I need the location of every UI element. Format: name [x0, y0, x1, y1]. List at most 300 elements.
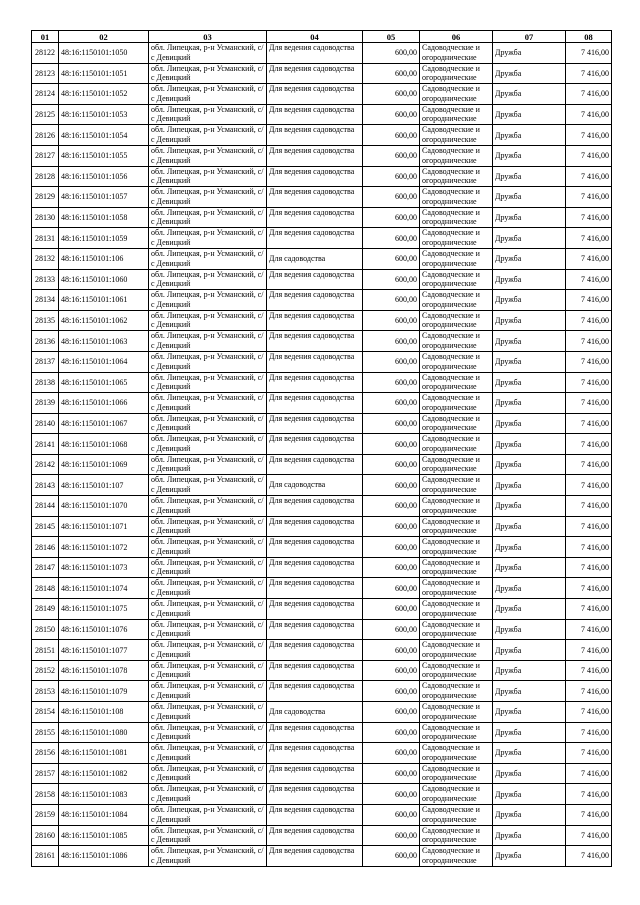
cadastral-value-cell: 7 416,00 [566, 104, 612, 125]
cadastral-value-cell: 7 416,00 [566, 599, 612, 620]
organization-cell: Дружба [493, 351, 566, 372]
organization-cell: Дружба [493, 331, 566, 352]
area-cell: 600,00 [363, 763, 420, 784]
table-row [32, 475, 612, 496]
address-cell: обл. Липецкая, р-н Усманский, с/с Девицкий [149, 84, 267, 105]
cadastral-number-cell: 48:16:1150101:1050 [59, 43, 149, 64]
address-cell: обл. Липецкая, р-н Усманский, с/с Девицкий [149, 413, 267, 434]
organization-cell: Дружба [493, 187, 566, 208]
row-number-cell: 28127 [32, 145, 59, 166]
land-category-cell: Садоводческие и огороднические [420, 166, 493, 187]
organization-cell: Дружба [493, 207, 566, 228]
cadastral-value-cell: 7 416,00 [566, 393, 612, 414]
address-cell: обл. Липецкая, р-н Усманский, с/с Девицкий [149, 537, 267, 558]
area-cell: 600,00 [363, 702, 420, 723]
cadastral-value-cell: 7 416,00 [566, 351, 612, 372]
area-cell: 600,00 [363, 207, 420, 228]
area-cell: 600,00 [363, 722, 420, 743]
address-cell: обл. Липецкая, р-н Усманский, с/с Девицкий [149, 351, 267, 372]
address-cell: обл. Липецкая, р-н Усманский, с/с Девицкий [149, 784, 267, 805]
row-number-cell: 28158 [32, 784, 59, 805]
cadastral-number-cell: 48:16:1150101:1065 [59, 372, 149, 393]
table-row [32, 351, 612, 372]
table-row [32, 290, 612, 311]
header-cell: 05 [363, 31, 420, 43]
area-cell: 600,00 [363, 63, 420, 84]
table-row [32, 825, 612, 846]
row-number-cell: 28155 [32, 722, 59, 743]
area-cell: 600,00 [363, 228, 420, 249]
organization-cell: Дружба [493, 660, 566, 681]
cadastral-value-cell: 7 416,00 [566, 475, 612, 496]
address-cell: обл. Липецкая, р-н Усманский, с/с Девицкий [149, 207, 267, 228]
table-row [32, 537, 612, 558]
permitted-use-cell: Для ведения садоводства [267, 310, 363, 331]
permitted-use-text: Для садоводства [269, 707, 326, 716]
table-row [32, 125, 612, 146]
cadastral-value-cell: 7 416,00 [566, 310, 612, 331]
cadastral-number-cell: 48:16:1150101:1053 [59, 104, 149, 125]
table-row [32, 372, 612, 393]
organization-cell: Дружба [493, 104, 566, 125]
row-number-cell: 28134 [32, 290, 59, 311]
cadastral-value-cell: 7 416,00 [566, 63, 612, 84]
address-cell: обл. Липецкая, р-н Усманский, с/с Девицкий [149, 63, 267, 84]
cadastral-value-cell: 7 416,00 [566, 228, 612, 249]
cadastral-number-cell: 48:16:1150101:1076 [59, 619, 149, 640]
land-category-cell: Садоводческие и огороднические [420, 825, 493, 846]
table-row [32, 434, 612, 455]
organization-cell: Дружба [493, 722, 566, 743]
permitted-use-cell: Для ведения садоводства [267, 763, 363, 784]
address-cell: обл. Липецкая, р-н Усманский, с/с Девицкий [149, 393, 267, 414]
permitted-use-cell: Для ведения садоводства [267, 43, 363, 64]
row-number-cell: 28161 [32, 846, 59, 867]
permitted-use-cell: Для ведения садоводства [267, 722, 363, 743]
table-row [32, 743, 612, 764]
permitted-use-cell: Для ведения садоводства [267, 681, 363, 702]
organization-cell: Дружба [493, 84, 566, 105]
permitted-use-cell: Для ведения садоводства [267, 619, 363, 640]
land-category-cell: Садоводческие и огороднические [420, 496, 493, 517]
table-row [32, 393, 612, 414]
row-number-cell: 28137 [32, 351, 59, 372]
row-number-cell: 28151 [32, 640, 59, 661]
organization-cell: Дружба [493, 125, 566, 146]
permitted-use-cell [267, 702, 363, 723]
organization-cell: Дружба [493, 763, 566, 784]
address-cell: обл. Липецкая, р-н Усманский, с/с Девицкий [149, 434, 267, 455]
table-row [32, 145, 612, 166]
land-category-cell: Садоводческие и огороднические [420, 125, 493, 146]
row-number-cell: 28131 [32, 228, 59, 249]
table-row [32, 228, 612, 249]
cadastral-value-cell: 7 416,00 [566, 619, 612, 640]
address-cell: обл. Липецкая, р-н Усманский, с/с Девицкий [149, 145, 267, 166]
table-row [32, 599, 612, 620]
table-row [32, 43, 612, 64]
address-cell: обл. Липецкая, р-н Усманский, с/с Девицкий [149, 681, 267, 702]
row-number-cell: 28159 [32, 804, 59, 825]
cadastral-number-cell: 48:16:1150101:1070 [59, 496, 149, 517]
organization-cell: Дружба [493, 145, 566, 166]
cadastral-value-cell: 7 416,00 [566, 145, 612, 166]
row-number-cell: 28135 [32, 310, 59, 331]
cadastral-value-cell: 7 416,00 [566, 722, 612, 743]
cadastral-number-cell: 48:16:1150101:1074 [59, 578, 149, 599]
land-category-cell: Садоводческие и огороднические [420, 660, 493, 681]
cadastral-number-cell: 48:16:1150101:107 [59, 475, 149, 496]
cadastral-value-cell: 7 416,00 [566, 743, 612, 764]
land-category-cell: Садоводческие и огороднические [420, 413, 493, 434]
address-cell: обл. Липецкая, р-н Усманский, с/с Девицкий [149, 722, 267, 743]
cadastral-number-cell: 48:16:1150101:1069 [59, 454, 149, 475]
organization-cell: Дружба [493, 228, 566, 249]
cadastral-number-cell: 48:16:1150101:1085 [59, 825, 149, 846]
address-cell: обл. Липецкая, р-н Усманский, с/с Девицкий [149, 454, 267, 475]
organization-cell: Дружба [493, 393, 566, 414]
header-cell: 01 [32, 31, 59, 43]
organization-cell: Дружба [493, 475, 566, 496]
table-row [32, 640, 612, 661]
table-row [32, 63, 612, 84]
cadastral-value-cell: 7 416,00 [566, 290, 612, 311]
land-category-cell: Садоводческие и огороднические [420, 475, 493, 496]
table-row [32, 660, 612, 681]
area-cell: 600,00 [363, 557, 420, 578]
cadastral-number-cell: 48:16:1150101:1068 [59, 434, 149, 455]
row-number-cell: 28160 [32, 825, 59, 846]
organization-cell: Дружба [493, 496, 566, 517]
permitted-use-cell: Для ведения садоводства [267, 413, 363, 434]
land-category-cell: Садоводческие и огороднические [420, 434, 493, 455]
land-category-cell: Садоводческие и огороднические [420, 290, 493, 311]
land-category-cell: Садоводческие и огороднические [420, 640, 493, 661]
organization-cell: Дружба [493, 784, 566, 805]
row-number-cell: 28130 [32, 207, 59, 228]
area-cell: 600,00 [363, 84, 420, 105]
cadastral-number-cell: 48:16:1150101:1055 [59, 145, 149, 166]
address-cell: обл. Липецкая, р-н Усманский, с/с Девицкий [149, 104, 267, 125]
cadastral-value-cell: 7 416,00 [566, 413, 612, 434]
cadastral-number-cell: 48:16:1150101:1086 [59, 846, 149, 867]
land-category-cell: Садоводческие и огороднические [420, 331, 493, 352]
land-category-cell: Садоводческие и огороднические [420, 619, 493, 640]
header-cell: 08 [566, 31, 612, 43]
area-cell: 600,00 [363, 599, 420, 620]
area-cell: 600,00 [363, 578, 420, 599]
organization-cell: Дружба [493, 434, 566, 455]
cadastral-value-cell: 7 416,00 [566, 84, 612, 105]
table-row [32, 454, 612, 475]
cadastral-number-cell: 48:16:1150101:1080 [59, 722, 149, 743]
cadastral-value-cell: 7 416,00 [566, 537, 612, 558]
address-cell: обл. Липецкая, р-н Усманский, с/с Девицкий [149, 743, 267, 764]
table-row [32, 516, 612, 537]
area-cell: 600,00 [363, 619, 420, 640]
permitted-use-cell: Для ведения садоводства [267, 166, 363, 187]
table-body [32, 43, 612, 867]
area-cell: 600,00 [363, 413, 420, 434]
organization-cell: Дружба [493, 578, 566, 599]
address-cell: обл. Липецкая, р-н Усманский, с/с Девицкий [149, 825, 267, 846]
cadastral-value-cell: 7 416,00 [566, 269, 612, 290]
row-number-cell: 28139 [32, 393, 59, 414]
area-cell: 600,00 [363, 496, 420, 517]
cadastral-value-cell: 7 416,00 [566, 187, 612, 208]
area-cell: 600,00 [363, 248, 420, 269]
permitted-use-cell: Для ведения садоводства [267, 351, 363, 372]
area-cell: 600,00 [363, 454, 420, 475]
header-cell: 07 [493, 31, 566, 43]
land-category-cell: Садоводческие и огороднические [420, 681, 493, 702]
land-category-cell: Садоводческие и огороднические [420, 187, 493, 208]
address-cell: обл. Липецкая, р-н Усманский, с/с Девицкий [149, 475, 267, 496]
organization-cell: Дружба [493, 743, 566, 764]
organization-cell: Дружба [493, 269, 566, 290]
land-category-cell: Садоводческие и огороднические [420, 84, 493, 105]
row-number-cell: 28157 [32, 763, 59, 784]
organization-cell: Дружба [493, 372, 566, 393]
permitted-use-text: Для садоводства [269, 253, 326, 263]
land-category-cell: Садоводческие и огороднические [420, 145, 493, 166]
table-row [32, 557, 612, 578]
cadastral-number-cell: 48:16:1150101:1061 [59, 290, 149, 311]
row-number-cell: 28148 [32, 578, 59, 599]
cadastral-number-cell: 48:16:1150101:1062 [59, 310, 149, 331]
header-cell: 06 [420, 31, 493, 43]
address-cell: обл. Липецкая, р-н Усманский, с/с Девицкий [149, 187, 267, 208]
row-number-cell: 28146 [32, 537, 59, 558]
address-cell: обл. Липецкая, р-н Усманский, с/с Девицкий [149, 269, 267, 290]
area-cell: 600,00 [363, 393, 420, 414]
land-category-cell: Садоводческие и огороднические [420, 454, 493, 475]
permitted-use-cell: Для ведения садоводства [267, 290, 363, 311]
organization-cell: Дружба [493, 454, 566, 475]
area-cell: 600,00 [363, 804, 420, 825]
area-cell: 600,00 [363, 290, 420, 311]
land-category-cell: Садоводческие и огороднические [420, 43, 493, 64]
organization-cell: Дружба [493, 825, 566, 846]
area-cell: 600,00 [363, 660, 420, 681]
cadastral-number-cell: 48:16:1150101:108 [59, 702, 149, 723]
table-row [32, 84, 612, 105]
permitted-use-cell: Для ведения садоводства [267, 125, 363, 146]
table-row [32, 578, 612, 599]
table-row [32, 702, 612, 723]
row-number-cell: 28122 [32, 43, 59, 64]
permitted-use-cell: Для ведения садоводства [267, 63, 363, 84]
cadastral-number-cell: 48:16:1150101:1060 [59, 269, 149, 290]
land-category-cell: Садоводческие и огороднические [420, 228, 493, 249]
cadastral-number-cell: 48:16:1150101:1057 [59, 187, 149, 208]
cadastral-number-cell: 48:16:1150101:1066 [59, 393, 149, 414]
address-cell: обл. Липецкая, р-н Усманский, с/с Девицкий [149, 125, 267, 146]
cadastral-value-cell: 7 416,00 [566, 207, 612, 228]
permitted-use-cell: Для ведения садоводства [267, 660, 363, 681]
land-category-cell: Садоводческие и огороднические [420, 516, 493, 537]
table-row [32, 846, 612, 867]
permitted-use-cell: Для ведения садоводства [267, 599, 363, 620]
land-category-cell: Садоводческие и огороднические [420, 784, 493, 805]
area-cell: 600,00 [363, 310, 420, 331]
table-row [32, 104, 612, 125]
land-category-cell: Садоводческие и огороднические [420, 310, 493, 331]
row-number-cell: 28123 [32, 63, 59, 84]
land-category-cell: Садоводческие и огороднические [420, 104, 493, 125]
area-cell: 600,00 [363, 825, 420, 846]
area-cell: 600,00 [363, 681, 420, 702]
table-row [32, 331, 612, 352]
permitted-use-cell [267, 475, 363, 496]
cadastral-value-cell: 7 416,00 [566, 434, 612, 455]
table-row [32, 804, 612, 825]
cadastral-number-cell: 48:16:1150101:1063 [59, 331, 149, 352]
address-cell: обл. Липецкая, р-н Усманский, с/с Девицкий [149, 640, 267, 661]
header-cell: 04 [267, 31, 363, 43]
organization-cell: Дружба [493, 290, 566, 311]
cadastral-value-cell: 7 416,00 [566, 825, 612, 846]
land-category-cell: Садоводческие и огороднические [420, 599, 493, 620]
area-cell: 600,00 [363, 269, 420, 290]
row-number-cell: 28129 [32, 187, 59, 208]
address-cell: обл. Липецкая, р-н Усманский, с/с Девицкий [149, 846, 267, 867]
organization-cell: Дружба [493, 846, 566, 867]
row-number-cell: 28132 [32, 248, 59, 269]
cadastral-number-cell: 48:16:1150101:1084 [59, 804, 149, 825]
land-category-cell: Садоводческие и огороднические [420, 393, 493, 414]
land-category-cell: Садоводческие и огороднические [420, 351, 493, 372]
row-number-cell: 28144 [32, 496, 59, 517]
area-cell: 600,00 [363, 784, 420, 805]
area-cell: 600,00 [363, 640, 420, 661]
land-category-cell: Садоводческие и огороднические [420, 702, 493, 723]
row-number-cell: 28136 [32, 331, 59, 352]
organization-cell: Дружба [493, 248, 566, 269]
land-category-cell: Садоводческие и огороднические [420, 743, 493, 764]
row-number-cell: 28128 [32, 166, 59, 187]
cadastral-value-cell: 7 416,00 [566, 640, 612, 661]
address-cell: обл. Липецкая, р-н Усманский, с/с Девицкий [149, 599, 267, 620]
area-cell: 600,00 [363, 846, 420, 867]
permitted-use-cell: Для ведения садоводства [267, 228, 363, 249]
address-cell: обл. Липецкая, р-н Усманский, с/с Девицкий [149, 578, 267, 599]
address-cell: обл. Липецкая, р-н Усманский, с/с Девицкий [149, 763, 267, 784]
organization-cell: Дружба [493, 640, 566, 661]
row-number-cell: 28156 [32, 743, 59, 764]
address-cell: обл. Липецкая, р-н Усманский, с/с Девицкий [149, 290, 267, 311]
permitted-use-text: Для садоводства [269, 480, 326, 490]
area-cell: 600,00 [363, 166, 420, 187]
area-cell: 600,00 [363, 351, 420, 372]
row-number-cell: 28142 [32, 454, 59, 475]
permitted-use-cell: Для ведения садоводства [267, 145, 363, 166]
permitted-use-cell: Для ведения садоводства [267, 269, 363, 290]
area-cell: 600,00 [363, 475, 420, 496]
permitted-use-cell: Для ведения садоводства [267, 454, 363, 475]
permitted-use-cell: Для ведения садоводства [267, 804, 363, 825]
cadastral-number-cell: 48:16:1150101:1071 [59, 516, 149, 537]
header-row [32, 31, 612, 43]
permitted-use-cell: Для ведения садоводства [267, 537, 363, 558]
address-cell: обл. Липецкая, р-н Усманский, с/с Девицкий [149, 660, 267, 681]
permitted-use-cell [267, 248, 363, 269]
cadastral-number-cell: 48:16:1150101:1077 [59, 640, 149, 661]
land-plots-table [31, 30, 612, 867]
cadastral-number-cell: 48:16:1150101:1079 [59, 681, 149, 702]
land-category-cell: Садоводческие и огороднические [420, 804, 493, 825]
table-row [32, 619, 612, 640]
area-cell: 600,00 [363, 187, 420, 208]
table-row [32, 413, 612, 434]
organization-cell: Дружба [493, 681, 566, 702]
permitted-use-cell: Для ведения садоводства [267, 187, 363, 208]
cadastral-number-cell: 48:16:1150101:1083 [59, 784, 149, 805]
cadastral-number-cell: 48:16:1150101:1052 [59, 84, 149, 105]
header-cell: 02 [59, 31, 149, 43]
address-cell: обл. Липецкая, р-н Усманский, с/с Девицкий [149, 804, 267, 825]
permitted-use-cell: Для ведения садоводства [267, 434, 363, 455]
land-category-cell: Садоводческие и огороднические [420, 248, 493, 269]
address-cell: обл. Липецкая, р-н Усманский, с/с Девицкий [149, 496, 267, 517]
cadastral-number-cell: 48:16:1150101:1072 [59, 537, 149, 558]
row-number-cell: 28154 [32, 702, 59, 723]
address-cell: обл. Липецкая, р-н Усманский, с/с Девицкий [149, 702, 267, 723]
area-cell: 600,00 [363, 372, 420, 393]
row-number-cell: 28153 [32, 681, 59, 702]
table-row [32, 269, 612, 290]
cadastral-value-cell: 7 416,00 [566, 660, 612, 681]
address-cell: обл. Липецкая, р-н Усманский, с/с Девицкий [149, 557, 267, 578]
area-cell: 600,00 [363, 537, 420, 558]
area-cell: 600,00 [363, 43, 420, 64]
land-category-cell: Садоводческие и огороднические [420, 63, 493, 84]
cadastral-value-cell: 7 416,00 [566, 804, 612, 825]
row-number-cell: 28140 [32, 413, 59, 434]
permitted-use-cell: Для ведения садоводства [267, 207, 363, 228]
land-category-cell: Садоводческие и огороднические [420, 537, 493, 558]
address-cell: обл. Липецкая, р-н Усманский, с/с Девицкий [149, 248, 267, 269]
address-cell: обл. Липецкая, р-н Усманский, с/с Девицкий [149, 228, 267, 249]
cadastral-number-cell: 48:16:1150101:1056 [59, 166, 149, 187]
cadastral-number-cell: 48:16:1150101:1064 [59, 351, 149, 372]
address-cell: обл. Липецкая, р-н Усманский, с/с Девицкий [149, 310, 267, 331]
row-number-cell: 28147 [32, 557, 59, 578]
table-row [32, 310, 612, 331]
row-number-cell: 28141 [32, 434, 59, 455]
land-category-cell: Садоводческие и огороднические [420, 372, 493, 393]
permitted-use-cell: Для ведения садоводства [267, 84, 363, 105]
land-category-cell: Садоводческие и огороднические [420, 557, 493, 578]
row-number-cell: 28152 [32, 660, 59, 681]
land-category-cell: Садоводческие и огороднические [420, 269, 493, 290]
area-cell: 600,00 [363, 125, 420, 146]
row-number-cell: 28143 [32, 475, 59, 496]
header-cell: 03 [149, 31, 267, 43]
cadastral-value-cell: 7 416,00 [566, 454, 612, 475]
permitted-use-cell: Для ведения садоводства [267, 640, 363, 661]
organization-cell: Дружба [493, 516, 566, 537]
cadastral-value-cell: 7 416,00 [566, 516, 612, 537]
organization-cell: Дружба [493, 166, 566, 187]
cadastral-number-cell: 48:16:1150101:1059 [59, 228, 149, 249]
area-cell: 600,00 [363, 434, 420, 455]
permitted-use-cell: Для ведения садоводства [267, 496, 363, 517]
land-category-cell: Садоводческие и огороднические [420, 578, 493, 599]
area-cell: 600,00 [363, 516, 420, 537]
table-row [32, 248, 612, 269]
cadastral-value-cell: 7 416,00 [566, 43, 612, 64]
